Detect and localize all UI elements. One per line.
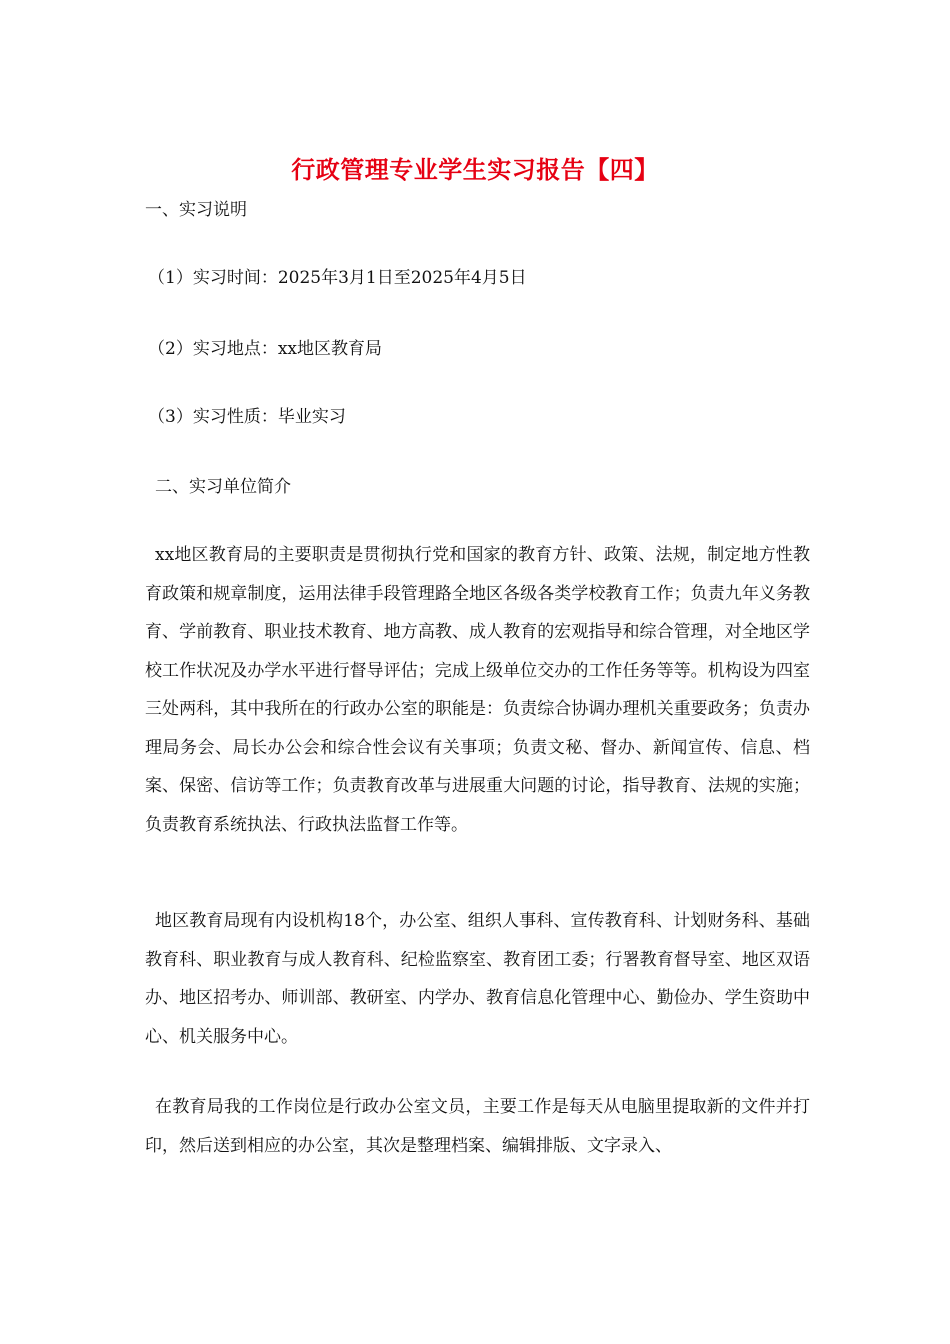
section-heading-internship-info: 一、实习说明 (145, 200, 247, 220)
document-title: 行政管理专业学生实习报告【四】 (291, 155, 659, 184)
internship-location: （2）实习地点：xx地区教育局 (148, 339, 382, 359)
section-heading-unit-intro: 二、实习单位简介 (155, 477, 291, 497)
paragraph-work-position: 在教育局我的工作岗位是行政办公室文员，主要工作是每天从电脑里提取新的文件并打印，然后送到相应的办公室，其次是整理档案、编辑排版、文字录入、 (145, 1097, 810, 1156)
paragraph-bureau-duties: xx地区教育局的主要职责是贯彻执行党和国家的教育方针、政策、法规，制定地方性教育政策和规章制度，运用法律手段管理路全地区各级各类学校教育工作；负责九年义务教育、学前教育、职业技术教育、地方高教、成人教育的宏观指导和综合管理，对全地区学校工作状况及办学水平进行督导评估；完成上级单位交办的工作任务等等。机构设为四室三处两科，其中我所在的行政办公室的职能是：负责综合协调办理机关重要政务；负责办理局务会、局长办公会和综合性会议有关事项；负责文秘、督办、新闻宣传、信息、档案、保密、信访等工作；负责教育改革与进展重大问题的讨论，指导教育、法规的实施；负责教育系统执法、行政执法监督工作等。 (145, 545, 810, 835)
internship-nature: （3）实习性质：毕业实习 (148, 407, 346, 427)
paragraph-bureau-departments: 地区教育局现有内设机构18个，办公室、组织人事科、宣传教育科、计划财务科、基础教育科、职业教育与成人教育科、纪检监察室、教育团工委；行署教育督导室、地区双语办、地区招考办、师训部、教研室、内学办、教育信息化管理中心、勤俭办、学生资助中心、机关服务中心。 (145, 911, 810, 1047)
internship-time: （1）实习时间：2025年3月1日至2025年4月5日 (148, 268, 527, 288)
